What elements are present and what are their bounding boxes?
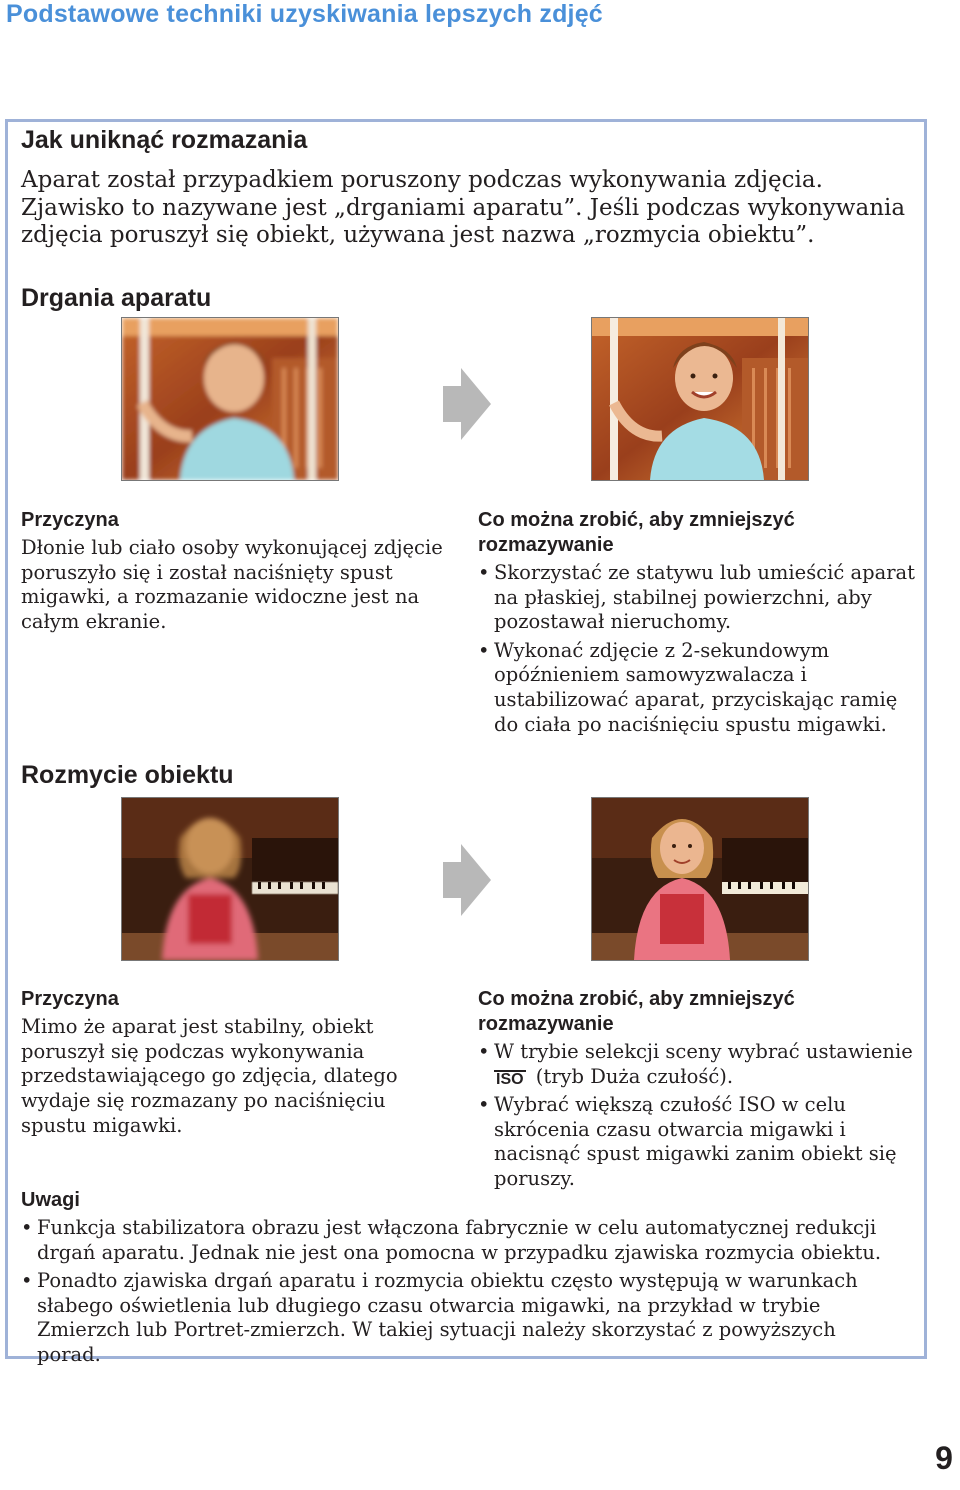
subject-blur-title: Rozmycie obiektu [21, 761, 234, 789]
page-number: 9 [935, 1440, 953, 1476]
notes-title: Uwagi [21, 1189, 80, 1211]
list-item [478, 1040, 918, 1089]
fix1-text-after: (tryb Duża czułość). [535, 1064, 734, 1088]
camera-shake-cause-text: Dłonie lub ciało osoby wykonującej zdjęcie poruszyło się i został naciśnięty spust migawki, a rozmazanie widoczne jest na całym ekranie. [21, 536, 443, 634]
tip-panel [5, 119, 927, 1367]
camera-shake-blurred-photo [121, 317, 339, 481]
list-item: • Ponadto zjawiska drgań aparatu i rozmycia obiektu często występują w warunkach słabego oświetlenia lub długiego czasu otwarcia migawki, na przykład w trybie Zmierzch lub Portret-zmierzch. W takiej sytuacji należy skorzystać z powyższych porad. [21, 1269, 901, 1368]
subject-blur-blurred-photo [121, 797, 339, 961]
high-sensitivity-iso-icon: ISO [496, 1070, 524, 1088]
fix1-text-before: W trybie selekcji sceny wybrać ustawienie [494, 1040, 913, 1063]
subject-blur-fix-label: Co można zrobić, aby zmniejszyć rozmazywanie [478, 988, 795, 1035]
panel-title: Jak uniknąć rozmazania [21, 126, 308, 154]
subject-blur-sharp-photo [591, 797, 809, 961]
list-item: • Funkcja stabilizatora obrazu jest włączona fabrycznie w celu automatycznej redukcji drgań aparatu. Jednak nie jest ona pomocna w przypadku zjawiska rozmycia obiektu. [21, 1216, 901, 1265]
arrow-right-icon [443, 368, 491, 440]
camera-shake-fix-label: Co można zrobić, aby zmniejszyć rozmazywanie [478, 509, 795, 556]
subject-blur-fix-list [478, 1040, 918, 1195]
camera-shake-title: Drgania aparatu [21, 284, 212, 312]
camera-shake-cause-label: Przyczyna [21, 509, 119, 531]
list-item: • Skorzystać ze statywu lub umieścić aparat na płaskiej, stabilnej powierzchni, aby pozostawał nieruchomy. [478, 561, 918, 635]
subject-blur-cause-label: Przyczyna [21, 988, 119, 1010]
intro-text: Aparat został przypadkiem poruszony podczas wykonywania zdjęcia. Zjawisko to nazywane jest „drganiami aparatu”. Jeśli podczas wykonywania zdjęcia poruszył się obiekt, używana jest nazwa „rozmycia obiektu”. [21, 167, 906, 248]
list-item: • Wykonać zdjęcie z 2-sekundowym opóźnieniem samowyzwalacza i ustabilizować aparat, przyciskając ramię do ciała po naciśnięciu spustu migawki. [478, 639, 918, 738]
list-item: • Wybrać większą czułość ISO w celu skrócenia czasu otwarcia migawki i nacisnąć spust migawki zanim obiekt się poruszy. [478, 1093, 918, 1192]
camera-shake-sharp-photo [591, 317, 809, 481]
camera-shake-fix-list [478, 561, 918, 741]
notes-list [21, 1216, 901, 1371]
page-header-title: Podstawowe techniki uzyskiwania lepszych zdjęć [6, 0, 603, 28]
subject-blur-cause-text: Mimo że aparat jest stabilny, obiekt poruszył się podczas wykonywania przedstawiającego go zdjęcia, dlatego wydaje się rozmazany po naciśnięciu spustu migawki. [21, 1015, 398, 1137]
arrow-right-icon [443, 844, 491, 916]
